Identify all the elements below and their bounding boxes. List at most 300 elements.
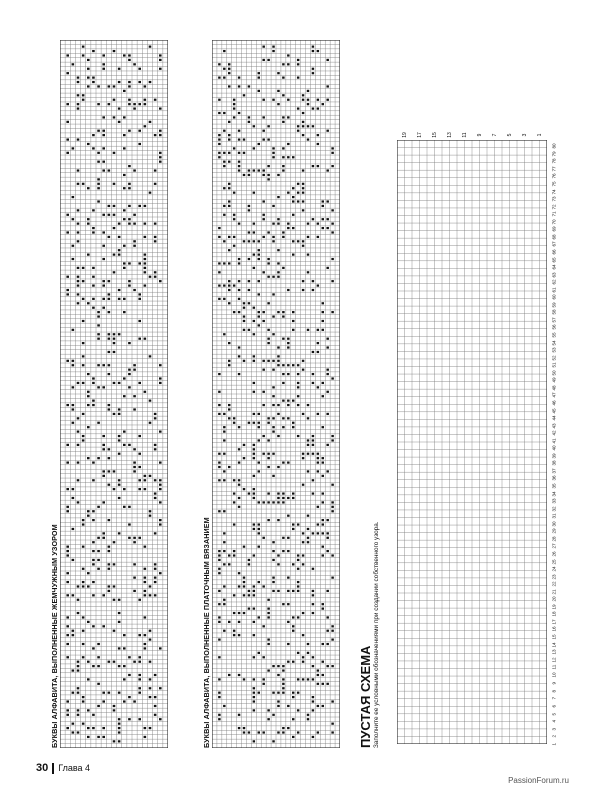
stitch-mark	[218, 718, 220, 720]
stitch-mark	[277, 72, 279, 74]
stitch-mark	[138, 537, 141, 539]
stitch-mark	[113, 338, 116, 340]
stitch-mark	[317, 165, 319, 167]
stitch-mark	[228, 302, 230, 304]
stitch-mark	[238, 448, 240, 450]
stitch-mark	[282, 727, 284, 729]
stitch-mark	[102, 537, 105, 539]
stitch-mark	[262, 360, 264, 362]
stitch-mark	[272, 740, 274, 742]
stitch-mark	[331, 147, 333, 149]
row-number: 48	[551, 385, 557, 391]
stitch-mark	[72, 245, 75, 247]
stitch-mark	[82, 523, 85, 525]
stitch-mark	[312, 351, 314, 353]
stitch-mark	[317, 461, 319, 463]
stitch-mark	[262, 116, 264, 118]
stitch-mark	[133, 169, 136, 171]
stitch-mark	[331, 435, 333, 437]
stitch-mark	[92, 147, 95, 149]
garter-alphabet-label: БУКВЫ АЛФАВИТА, ВЫПОЛНЕННЫЕ ПЛАТОЧНЫМ ВЯЗАНИЕМ	[202, 517, 211, 748]
stitch-mark	[118, 435, 121, 437]
stitch-mark	[97, 187, 100, 189]
stitch-mark	[317, 329, 319, 331]
pearl-alphabet-grid	[60, 40, 168, 748]
stitch-mark	[159, 484, 162, 486]
stitch-mark	[243, 731, 245, 733]
stitch-mark	[322, 705, 324, 707]
stitch-mark	[128, 54, 131, 56]
stitch-mark	[253, 475, 255, 477]
stitch-mark	[287, 537, 289, 539]
stitch-mark	[118, 289, 121, 291]
stitch-mark	[144, 479, 147, 481]
stitch-mark	[307, 404, 309, 406]
stitch-mark	[66, 276, 69, 278]
stitch-mark	[138, 435, 141, 437]
stitch-mark	[297, 692, 299, 694]
stitch-mark	[77, 431, 80, 433]
stitch-mark	[287, 192, 289, 194]
row-number: 26	[551, 551, 557, 557]
stitch-mark	[218, 404, 220, 406]
stitch-mark	[228, 205, 230, 207]
stitch-mark	[267, 360, 269, 362]
stitch-mark	[302, 183, 304, 185]
stitch-mark	[92, 625, 95, 627]
stitch-mark	[72, 360, 75, 362]
stitch-mark	[123, 678, 126, 680]
row-number: 79	[551, 151, 557, 157]
stitch-mark	[238, 621, 240, 623]
stitch-mark	[128, 537, 131, 539]
stitch-mark	[272, 293, 274, 295]
stitch-mark	[238, 674, 240, 676]
stitch-mark	[133, 541, 136, 543]
column-number: 7	[491, 133, 498, 137]
stitch-mark	[133, 289, 136, 291]
stitch-mark	[312, 594, 314, 596]
stitch-mark	[154, 413, 157, 415]
stitch-mark	[287, 143, 289, 145]
stitch-mark	[108, 568, 111, 570]
stitch-mark	[267, 417, 269, 419]
stitch-mark	[113, 630, 116, 632]
stitch-mark	[128, 369, 131, 371]
stitch-mark	[97, 364, 100, 366]
stitch-mark	[287, 116, 289, 118]
stitch-mark	[87, 709, 90, 711]
stitch-mark	[102, 594, 105, 596]
stitch-mark	[243, 138, 245, 140]
stitch-mark	[302, 612, 304, 614]
stitch-mark	[282, 315, 284, 317]
stitch-mark	[258, 731, 260, 733]
stitch-mark	[66, 700, 69, 702]
stitch-mark	[223, 112, 225, 114]
stitch-mark	[282, 63, 284, 65]
stitch-mark	[123, 262, 126, 264]
stitch-mark	[72, 147, 75, 149]
stitch-mark	[243, 594, 245, 596]
stitch-mark	[233, 99, 235, 101]
stitch-mark	[102, 147, 105, 149]
stitch-mark	[233, 236, 235, 238]
stitch-mark	[248, 258, 250, 260]
stitch-mark	[253, 444, 255, 446]
stitch-mark	[92, 727, 95, 729]
stitch-mark	[331, 700, 333, 702]
stitch-mark	[102, 134, 105, 136]
stitch-mark	[123, 174, 126, 176]
stitch-mark	[159, 687, 162, 689]
stitch-mark	[102, 116, 105, 118]
stitch-mark	[144, 236, 147, 238]
stitch-mark	[277, 404, 279, 406]
stitch-mark	[223, 599, 225, 601]
column-number: 13	[446, 132, 453, 138]
stitch-mark	[233, 417, 235, 419]
stitch-mark	[113, 541, 116, 543]
stitch-mark	[267, 643, 269, 645]
stitch-mark	[72, 408, 75, 410]
stitch-mark	[108, 293, 111, 295]
stitch-mark	[307, 99, 309, 101]
stitch-mark	[267, 165, 269, 167]
stitch-mark	[108, 214, 111, 216]
stitch-mark	[228, 200, 230, 202]
blank-chart	[397, 140, 547, 744]
stitch-mark	[82, 298, 85, 300]
stitch-mark	[77, 81, 80, 83]
stitch-mark	[272, 276, 274, 278]
stitch-mark	[302, 192, 304, 194]
stitch-mark	[326, 59, 328, 61]
stitch-mark	[97, 324, 100, 326]
stitch-mark	[277, 346, 279, 348]
stitch-mark	[272, 240, 274, 242]
stitch-mark	[253, 608, 255, 610]
stitch-mark	[258, 249, 260, 251]
stitch-mark	[312, 439, 314, 441]
stitch-mark	[292, 497, 294, 499]
stitch-mark	[326, 338, 328, 340]
stitch-mark	[233, 116, 235, 118]
stitch-mark	[312, 453, 314, 455]
stitch-mark	[218, 391, 220, 393]
stitch-mark	[97, 333, 100, 335]
stitch-mark	[77, 612, 80, 614]
stitch-mark	[248, 85, 250, 87]
stitch-mark	[302, 678, 304, 680]
stitch-mark	[159, 431, 162, 433]
stitch-mark	[326, 590, 328, 592]
stitch-mark	[128, 223, 131, 225]
stitch-mark	[218, 227, 220, 229]
row-number: 69	[551, 226, 557, 232]
stitch-mark	[297, 125, 299, 127]
stitch-mark	[108, 311, 111, 313]
stitch-mark	[322, 302, 324, 304]
stitch-mark	[72, 63, 75, 65]
stitch-mark	[113, 470, 116, 472]
stitch-mark	[159, 488, 162, 490]
stitch-mark	[218, 298, 220, 300]
stitch-mark	[92, 559, 95, 561]
stitch-mark	[258, 280, 260, 282]
stitch-mark	[297, 652, 299, 654]
stitch-mark	[243, 577, 245, 579]
stitch-mark	[307, 714, 309, 716]
stitch-mark	[228, 621, 230, 623]
stitch-mark	[223, 439, 225, 441]
stitch-mark	[287, 643, 289, 645]
stitch-mark	[267, 422, 269, 424]
row-number: 40	[551, 445, 557, 451]
row-number: 28	[551, 536, 557, 542]
stitch-mark	[248, 422, 250, 424]
stitch-mark	[92, 404, 95, 406]
stitch-mark	[87, 404, 90, 406]
stitch-mark	[282, 94, 284, 96]
stitch-mark	[312, 665, 314, 667]
stitch-mark	[102, 280, 105, 282]
stitch-mark	[87, 59, 90, 61]
stitch-mark	[154, 99, 157, 101]
stitch-mark	[82, 630, 85, 632]
stitch-mark	[243, 727, 245, 729]
stitch-mark	[258, 426, 260, 428]
stitch-mark	[82, 364, 85, 366]
stitch-mark	[133, 223, 136, 225]
stitch-mark	[253, 231, 255, 233]
stitch-mark	[233, 523, 235, 525]
stitch-mark	[92, 382, 95, 384]
stitch-mark	[297, 192, 299, 194]
stitch-mark	[66, 709, 69, 711]
stitch-mark	[92, 81, 95, 83]
stitch-mark	[102, 54, 105, 56]
stitch-mark	[258, 470, 260, 472]
stitch-mark	[253, 333, 255, 335]
stitch-mark	[238, 497, 240, 499]
stitch-mark	[262, 218, 264, 220]
stitch-mark	[307, 90, 309, 92]
row-number: 41	[551, 438, 557, 444]
stitch-mark	[297, 200, 299, 202]
stitch-mark	[302, 121, 304, 123]
stitch-mark	[282, 77, 284, 79]
stitch-mark	[72, 422, 75, 424]
stitch-mark	[297, 559, 299, 561]
row-number: 32	[551, 506, 557, 512]
stitch-mark	[66, 488, 69, 490]
row-number: 65	[551, 256, 557, 263]
stitch-mark	[154, 577, 157, 579]
stitch-mark	[307, 470, 309, 472]
stitch-mark	[297, 386, 299, 388]
stitch-mark	[272, 431, 274, 433]
stitch-mark	[128, 99, 131, 101]
stitch-mark	[267, 178, 269, 180]
stitch-mark	[258, 422, 260, 424]
stitch-mark	[159, 59, 162, 61]
stitch-mark	[128, 718, 131, 720]
stitch-mark	[248, 240, 250, 242]
stitch-mark	[154, 134, 157, 136]
stitch-mark	[118, 718, 121, 720]
stitch-mark	[72, 559, 75, 561]
stitch-mark	[128, 59, 131, 61]
stitch-mark	[233, 284, 235, 286]
stitch-mark	[159, 152, 162, 154]
column-number: 17	[416, 132, 423, 138]
stitch-mark	[138, 718, 141, 720]
stitch-mark	[149, 81, 152, 83]
stitch-mark	[218, 590, 220, 592]
stitch-mark	[66, 616, 69, 618]
stitch-mark	[292, 563, 294, 565]
stitch-mark	[87, 223, 90, 225]
stitch-mark	[123, 134, 126, 136]
stitch-mark	[287, 727, 289, 729]
stitch-mark	[113, 116, 116, 118]
stitch-mark	[287, 227, 289, 229]
stitch-mark	[258, 143, 260, 145]
stitch-mark	[262, 435, 264, 437]
stitch-mark	[218, 621, 220, 623]
stitch-mark	[159, 718, 162, 720]
stitch-mark	[233, 245, 235, 247]
stitch-mark	[277, 364, 279, 366]
stitch-mark	[66, 727, 69, 729]
stitch-mark	[108, 457, 111, 459]
stitch-mark	[97, 315, 100, 317]
stitch-mark	[223, 470, 225, 472]
stitch-mark	[102, 475, 105, 477]
stitch-mark	[66, 634, 69, 636]
stitch-mark	[108, 280, 111, 282]
stitch-mark	[133, 369, 136, 371]
stitch-mark	[108, 661, 111, 663]
stitch-mark	[123, 187, 126, 189]
stitch-mark	[253, 523, 255, 525]
stitch-mark	[128, 205, 131, 207]
stitch-mark	[66, 546, 69, 548]
stitch-mark	[262, 130, 264, 132]
stitch-mark	[66, 54, 69, 56]
stitch-mark	[228, 563, 230, 565]
stitch-mark	[118, 298, 121, 300]
stitch-mark	[133, 245, 136, 247]
stitch-mark	[149, 510, 152, 512]
stitch-mark	[297, 590, 299, 592]
stitch-mark	[218, 262, 220, 264]
stitch-mark	[223, 453, 225, 455]
stitch-mark	[267, 638, 269, 640]
row-number: 78	[551, 158, 557, 164]
stitch-mark	[133, 461, 136, 463]
stitch-mark	[128, 284, 131, 286]
stitch-mark	[138, 293, 141, 295]
stitch-mark	[317, 457, 319, 459]
stitch-mark	[128, 444, 131, 446]
stitch-mark	[307, 103, 309, 105]
stitch-mark	[159, 572, 162, 574]
stitch-mark	[138, 81, 141, 83]
stitch-mark	[77, 231, 80, 233]
stitch-mark	[77, 284, 80, 286]
stitch-mark	[82, 183, 85, 185]
stitch-mark	[277, 271, 279, 273]
stitch-mark	[292, 240, 294, 242]
stitch-mark	[292, 214, 294, 216]
stitch-mark	[258, 692, 260, 694]
stitch-mark	[272, 559, 274, 561]
stitch-mark	[258, 72, 260, 74]
stitch-mark	[228, 284, 230, 286]
stitch-mark	[218, 572, 220, 574]
stitch-mark	[331, 731, 333, 733]
stitch-mark	[82, 585, 85, 587]
stitch-mark	[322, 461, 324, 463]
stitch-mark	[77, 714, 80, 716]
stitch-mark	[267, 338, 269, 340]
stitch-mark	[223, 161, 225, 163]
stitch-mark	[272, 223, 274, 225]
stitch-mark	[138, 262, 141, 264]
stitch-mark	[312, 709, 314, 711]
stitch-mark	[149, 422, 152, 424]
stitch-mark	[102, 63, 105, 65]
stitch-mark	[317, 506, 319, 508]
stitch-mark	[326, 532, 328, 534]
stitch-mark	[243, 612, 245, 614]
stitch-mark	[238, 634, 240, 636]
stitch-mark	[102, 435, 105, 437]
stitch-mark	[97, 161, 100, 163]
stitch-mark	[331, 311, 333, 313]
column-number: 5	[506, 133, 513, 137]
stitch-mark	[243, 240, 245, 242]
pearl-alphabet-chart	[60, 40, 168, 748]
stitch-mark	[248, 280, 250, 282]
stitch-mark	[113, 488, 116, 490]
stitch-mark	[233, 554, 235, 556]
stitch-mark	[233, 550, 235, 552]
stitch-mark	[77, 665, 80, 667]
stitch-mark	[128, 81, 131, 83]
stitch-mark	[218, 373, 220, 375]
stitch-mark	[228, 85, 230, 87]
stitch-mark	[77, 183, 80, 185]
stitch-mark	[282, 678, 284, 680]
stitch-mark	[326, 227, 328, 229]
stitch-mark	[243, 329, 245, 331]
stitch-mark	[223, 426, 225, 428]
stitch-mark	[331, 377, 333, 379]
stitch-mark	[331, 280, 333, 282]
row-number: 1	[551, 742, 557, 746]
stitch-mark	[138, 205, 141, 207]
stitch-mark	[287, 603, 289, 605]
stitch-mark	[97, 130, 100, 132]
stitch-mark	[123, 267, 126, 269]
stitch-mark	[87, 678, 90, 680]
stitch-mark	[253, 696, 255, 698]
stitch-mark	[66, 643, 69, 645]
watermark: PassionForum.ru	[508, 776, 569, 785]
